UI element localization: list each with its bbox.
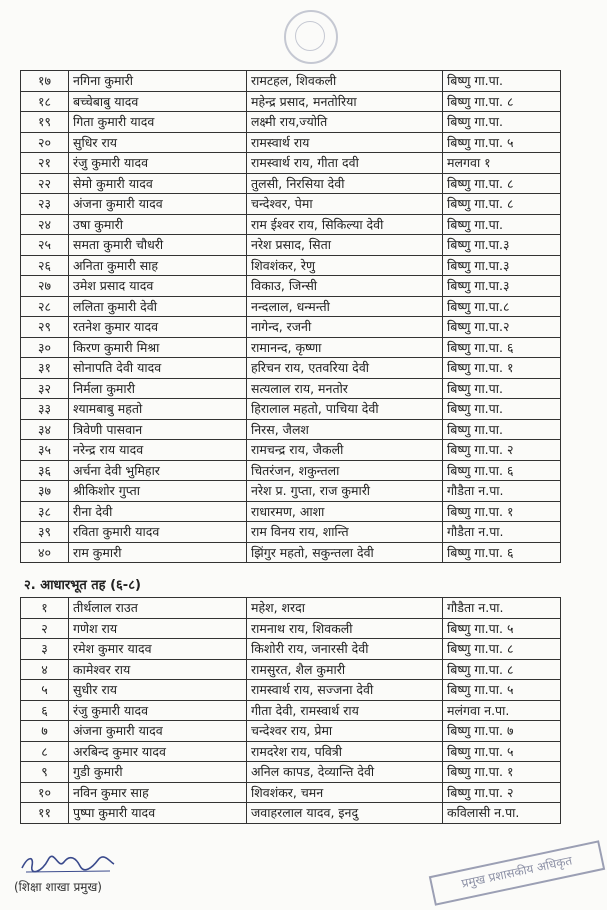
serial-number-cell: ३९: [21, 522, 69, 543]
office-seal-watermark: [284, 10, 338, 64]
table-row: [21, 276, 561, 297]
student-name-cell: कामेश्वर राय: [69, 659, 247, 680]
address-cell: बिष्णु गा.पा.३: [443, 255, 561, 276]
table-row: [21, 419, 561, 440]
serial-number-cell: २९: [21, 317, 69, 338]
parents-name-cell: किशोरी राय, जनारसी देवी: [247, 639, 443, 660]
parents-name-cell: रामस्वार्थ राय, गीता दवी: [247, 153, 443, 174]
student-name-cell: रतनेश कुमार यादव: [69, 317, 247, 338]
student-name-cell: नगिना कुमारी: [69, 71, 247, 92]
student-name-cell: नविन कुमार साह: [69, 782, 247, 803]
table-row: [21, 214, 561, 235]
serial-number-cell: २: [21, 618, 69, 639]
parents-name-cell: अनिल कापड, देव्यान्ति देवी: [247, 762, 443, 783]
serial-number-cell: ४०: [21, 542, 69, 563]
serial-number-cell: ७: [21, 721, 69, 742]
serial-number-cell: १७: [21, 71, 69, 92]
student-table-part2: [20, 597, 561, 824]
student-name-cell: रीना देवी: [69, 501, 247, 522]
table-row: [21, 460, 561, 481]
student-name-cell: नरेन्द्र राय यादव: [69, 440, 247, 461]
address-cell: बिष्णु गा.पा. १: [443, 358, 561, 379]
parents-name-cell: नन्दलाल, धन्मन्ती: [247, 296, 443, 317]
table-row: [21, 132, 561, 153]
serial-number-cell: ५: [21, 680, 69, 701]
parents-name-cell: रामसुरत, शैल कुमारी: [247, 659, 443, 680]
student-name-cell: पुष्पा कुमारी यादव: [69, 803, 247, 824]
table-row: [21, 112, 561, 133]
address-cell: बिष्णु गा.पा.: [443, 378, 561, 399]
serial-number-cell: १: [21, 598, 69, 619]
parents-name-cell: विकाउ, जिन्सी: [247, 276, 443, 297]
address-cell: बिष्णु गा.पा. ८: [443, 659, 561, 680]
student-name-cell: राम कुमारी: [69, 542, 247, 563]
student-name-cell: रंजु कुमारी यादव: [69, 700, 247, 721]
parents-name-cell: महेन्द्र प्रसाद, मनतोरिया: [247, 91, 443, 112]
serial-number-cell: ११: [21, 803, 69, 824]
student-name-cell: त्रिवेणी पासवान: [69, 419, 247, 440]
student-name-cell: किरण कुमारी मिश्रा: [69, 337, 247, 358]
table-row: [21, 71, 561, 92]
table-row: [21, 399, 561, 420]
parents-name-cell: शिवशंकर, रेणु: [247, 255, 443, 276]
parents-name-cell: रामस्वार्थ राय, सज्जना देवी: [247, 680, 443, 701]
address-cell: मलंगवा न.पा.: [443, 700, 561, 721]
serial-number-cell: १८: [21, 91, 69, 112]
parents-name-cell: जवाहरलाल यादव, इनदु: [247, 803, 443, 824]
table-row: [21, 378, 561, 399]
table-row: [21, 522, 561, 543]
serial-number-cell: ३२: [21, 378, 69, 399]
table-row: [21, 317, 561, 338]
parents-name-cell: महेश, शरदा: [247, 598, 443, 619]
address-cell: बिष्णु गा.पा. ८: [443, 91, 561, 112]
parents-name-cell: लक्ष्मी राय,ज्योति: [247, 112, 443, 133]
address-cell: बिष्णु गा.पा.३: [443, 276, 561, 297]
table-row: [21, 542, 561, 563]
serial-number-cell: २३: [21, 194, 69, 215]
table-row: [21, 782, 561, 803]
table-row: [21, 618, 561, 639]
student-name-cell: श्रीकिशोर गुप्ता: [69, 481, 247, 502]
address-cell: बिष्णु गा.पा. ६: [443, 337, 561, 358]
serial-number-cell: ३८: [21, 501, 69, 522]
student-name-cell: सेमो कुमारी यादव: [69, 173, 247, 194]
address-cell: बिष्णु गा.पा. ६: [443, 460, 561, 481]
address-cell: बिष्णु गा.पा.: [443, 399, 561, 420]
address-cell: बिष्णु गा.पा.८: [443, 296, 561, 317]
address-cell: बिष्णु गा.पा.: [443, 214, 561, 235]
address-cell: बिष्णु गा.पा. ६: [443, 542, 561, 563]
table-row: [21, 741, 561, 762]
student-name-cell: रविता कुमारी यादव: [69, 522, 247, 543]
parents-name-cell: निरस, जैलश: [247, 419, 443, 440]
parents-name-cell: नरेश प्रसाद, सिता: [247, 235, 443, 256]
parents-name-cell: हिरालाल महतो, पाचिया देवी: [247, 399, 443, 420]
student-name-cell: समता कुमारी चौधरी: [69, 235, 247, 256]
student-name-cell: श्यामबाबु महतो: [69, 399, 247, 420]
serial-number-cell: ३४: [21, 419, 69, 440]
student-name-cell: गिता कुमारी यादव: [69, 112, 247, 133]
address-cell: बिष्णु गा.पा.३: [443, 235, 561, 256]
student-name-cell: बच्चेबाबु यादव: [69, 91, 247, 112]
student-name-cell: रमेश कुमार यादव: [69, 639, 247, 660]
address-cell: बिष्णु गा.पा. ५: [443, 741, 561, 762]
address-cell: कविलासी न.पा.: [443, 803, 561, 824]
official-stamp: प्रमुख प्रशासकीय अधिकृत: [429, 840, 605, 906]
student-name-cell: उषा कुमारी: [69, 214, 247, 235]
serial-number-cell: १९: [21, 112, 69, 133]
student-name-cell: सुधिर राय: [69, 132, 247, 153]
parents-name-cell: चितरंजन, शकुन्तला: [247, 460, 443, 481]
table-row: [21, 358, 561, 379]
student-name-cell: गुडी कुमारी: [69, 762, 247, 783]
address-cell: मलगवा १: [443, 153, 561, 174]
student-name-cell: अनिता कुमारी साह: [69, 255, 247, 276]
table-row: [21, 91, 561, 112]
student-name-cell: अरबिन्द कुमार यादव: [69, 741, 247, 762]
serial-number-cell: २७: [21, 276, 69, 297]
table-row: [21, 173, 561, 194]
address-cell: बिष्णु गा.पा.: [443, 71, 561, 92]
serial-number-cell: २८: [21, 296, 69, 317]
serial-number-cell: २६: [21, 255, 69, 276]
serial-number-cell: ३: [21, 639, 69, 660]
serial-number-cell: २२: [21, 173, 69, 194]
serial-number-cell: ३७: [21, 481, 69, 502]
table-row: [21, 659, 561, 680]
parents-name-cell: सत्यलाल राय, मनतोर: [247, 378, 443, 399]
address-cell: बिष्णु गा.पा. ५: [443, 618, 561, 639]
address-cell: बिष्णु गा.पा. २: [443, 782, 561, 803]
parents-name-cell: तुलसी, निरसिया देवी: [247, 173, 443, 194]
role-label: (शिक्षा शाखा प्रमुख): [14, 880, 102, 894]
table-row: [21, 255, 561, 276]
serial-number-cell: ३६: [21, 460, 69, 481]
address-cell: बिष्णु गा.पा.२: [443, 317, 561, 338]
parents-name-cell: चन्देश्वर, पेमा: [247, 194, 443, 215]
table-row: [21, 501, 561, 522]
table-row: [21, 762, 561, 783]
address-cell: बिष्णु गा.पा. ५: [443, 680, 561, 701]
address-cell: बिष्णु गा.पा. ७: [443, 721, 561, 742]
handwritten-signature: [18, 852, 118, 876]
address-cell: गौडैता न.पा.: [443, 598, 561, 619]
address-cell: बिष्णु गा.पा. ८: [443, 639, 561, 660]
address-cell: बिष्णु गा.पा. ५: [443, 132, 561, 153]
student-table-part1: [20, 70, 561, 563]
parents-name-cell: नागेन्द, रजनी: [247, 317, 443, 338]
parents-name-cell: रामनाथ राय, शिवकली: [247, 618, 443, 639]
serial-number-cell: १०: [21, 782, 69, 803]
table-row: [21, 598, 561, 619]
table-row: [21, 481, 561, 502]
parents-name-cell: हरिचन राय, एतवरिया देवी: [247, 358, 443, 379]
table-row: [21, 153, 561, 174]
parents-name-cell: रामस्वार्थ राय: [247, 132, 443, 153]
address-cell: गौडैता न.पा.: [443, 481, 561, 502]
serial-number-cell: २४: [21, 214, 69, 235]
serial-number-cell: ६: [21, 700, 69, 721]
table-row: [21, 194, 561, 215]
parents-name-cell: रामदरेश राय, पवित्री: [247, 741, 443, 762]
table-row: [21, 700, 561, 721]
address-cell: बिष्णु गा.पा. ८: [443, 194, 561, 215]
student-name-cell: गणेश राय: [69, 618, 247, 639]
serial-number-cell: ९: [21, 762, 69, 783]
parents-name-cell: राम ईश्वर राय, सिकिल्या देवी: [247, 214, 443, 235]
student-name-cell: उमेश प्रसाद यादव: [69, 276, 247, 297]
serial-number-cell: २०: [21, 132, 69, 153]
address-cell: बिष्णु गा.पा. ८: [443, 173, 561, 194]
student-name-cell: सुधीर राय: [69, 680, 247, 701]
address-cell: बिष्णु गा.पा. १: [443, 501, 561, 522]
parents-name-cell: शिवशंकर, चमन: [247, 782, 443, 803]
serial-number-cell: ३०: [21, 337, 69, 358]
student-name-cell: निर्मला कुमारी: [69, 378, 247, 399]
student-name-cell: रंजु कुमारी यादव: [69, 153, 247, 174]
parents-name-cell: झिंगुर महतो, सकुन्तला देवी: [247, 542, 443, 563]
address-cell: बिष्णु गा.पा. २: [443, 440, 561, 461]
serial-number-cell: ३१: [21, 358, 69, 379]
parents-name-cell: राधारमण, आशा: [247, 501, 443, 522]
student-name-cell: सोनापति देवी यादव: [69, 358, 247, 379]
table-row: [21, 337, 561, 358]
parents-name-cell: नरेश प्र. गुप्ता, राज कुमारी: [247, 481, 443, 502]
serial-number-cell: ४: [21, 659, 69, 680]
serial-number-cell: ३३: [21, 399, 69, 420]
address-cell: गौडैता न.पा.: [443, 522, 561, 543]
parents-name-cell: गीता देवी, रामस्वार्थ राय: [247, 700, 443, 721]
section-heading-basic-level: २. आधारभूत तह (६-८): [24, 578, 141, 593]
serial-number-cell: ८: [21, 741, 69, 762]
address-cell: बिष्णु गा.पा. १: [443, 762, 561, 783]
parents-name-cell: राम विनय राय, शान्ति: [247, 522, 443, 543]
table-row: [21, 721, 561, 742]
student-name-cell: अंजना कुमारी यादव: [69, 721, 247, 742]
serial-number-cell: २१: [21, 153, 69, 174]
table-row: [21, 235, 561, 256]
parents-name-cell: रामानन्द, कृष्णा: [247, 337, 443, 358]
student-name-cell: ललिता कुमारी देवी: [69, 296, 247, 317]
parents-name-cell: चन्देश्वर राय, प्रेमा: [247, 721, 443, 742]
table-row: [21, 639, 561, 660]
serial-number-cell: ३५: [21, 440, 69, 461]
student-name-cell: अंजना कुमारी यादव: [69, 194, 247, 215]
address-cell: बिष्णु गा.पा.: [443, 112, 561, 133]
student-name-cell: तीर्थलाल राउत: [69, 598, 247, 619]
student-name-cell: अर्चना देवी भुमिहार: [69, 460, 247, 481]
table-row: [21, 803, 561, 824]
parents-name-cell: रामचन्द्र राय, जैकली: [247, 440, 443, 461]
table-row: [21, 680, 561, 701]
serial-number-cell: २५: [21, 235, 69, 256]
table-row: [21, 296, 561, 317]
table-row: [21, 440, 561, 461]
parents-name-cell: रामटहल, शिवकली: [247, 71, 443, 92]
address-cell: बिष्णु गा.पा.: [443, 419, 561, 440]
